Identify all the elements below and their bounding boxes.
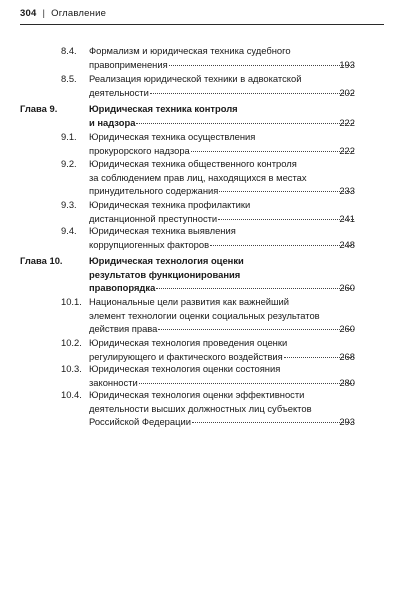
entry-title-line: Реализация юридической техники в адвокатской xyxy=(89,73,302,84)
entry-number: 9.4. xyxy=(61,225,77,236)
chapter-title-line: Юридическая технология оценки xyxy=(89,255,244,266)
entry-title-line: элемент технологии оценки социальных результатов xyxy=(89,309,320,321)
entry-title-line: коррупциогенных факторов xyxy=(89,238,210,250)
entry-number: 9.1. xyxy=(61,131,77,142)
chapter-title-line: результатов функционирования xyxy=(89,268,241,280)
chapter-title-line: правопорядка xyxy=(89,282,156,293)
entry-number: 10.1. xyxy=(61,296,82,307)
entry-number: 10.4. xyxy=(61,389,82,400)
entry-title-line: Юридическая техника осуществления xyxy=(89,131,256,142)
entry-title-line: Национальные цели развития как важнейший xyxy=(89,296,290,307)
entry-page: 222 xyxy=(339,116,355,128)
entry-page: 280 xyxy=(339,376,355,388)
entry-number: 8.4. xyxy=(61,45,77,56)
dot-leader xyxy=(139,382,354,384)
dot-leader xyxy=(169,64,354,66)
entry-title-line: Юридическая техника общественного контроля xyxy=(89,158,297,169)
dot-leader xyxy=(158,328,354,330)
entry-title-line: регулирующего и фактического воздействия xyxy=(89,350,283,362)
header-separator: | xyxy=(42,8,46,19)
entry-page: 241 xyxy=(339,212,355,224)
entry-page: 268 xyxy=(339,350,355,362)
entry-title-line: деятельности высших должностных лиц субъектов xyxy=(89,402,312,414)
dot-leader xyxy=(156,287,354,289)
entry-title-line: Юридическая технология проведения оценки xyxy=(89,337,288,348)
dot-leader xyxy=(191,150,354,152)
entry-title-line: законности xyxy=(89,376,138,388)
entry-page: 222 xyxy=(339,144,355,156)
entry-page: 248 xyxy=(339,238,355,250)
entry-number: 9.2. xyxy=(61,158,77,169)
dot-leader xyxy=(136,122,354,124)
entry-title-line: деятельности xyxy=(89,86,149,98)
entry-page: 193 xyxy=(339,58,355,70)
page-number: 304 xyxy=(20,8,37,19)
entry-title-line: Российской Федерации xyxy=(89,416,191,427)
entry-number: 10.2. xyxy=(61,337,82,348)
section-title: Оглавление xyxy=(51,8,107,19)
entry-title-line: Формализм и юридическая техника судебного xyxy=(89,45,291,56)
entry-number: 8.5. xyxy=(61,73,77,84)
entry-title-line: Юридическая техника профилактики xyxy=(89,199,251,210)
chapter-title-line: и надзора xyxy=(89,116,136,128)
dot-leader xyxy=(150,92,354,94)
entry-title-line: принудительного содержания xyxy=(89,185,219,196)
entry-title-line: за соблюдением прав лиц, находящихся в местах xyxy=(89,171,307,183)
entry-page: 260 xyxy=(339,282,355,293)
entry-title-line: дистанционной преступности xyxy=(89,212,218,224)
entry-number: 10.3. xyxy=(61,363,82,374)
chapter-number: Глава 9. xyxy=(20,103,58,114)
entry-title-line: Юридическая техника выявления xyxy=(89,225,236,236)
entry-title-line: Юридическая технология оценки эффективности xyxy=(89,389,305,400)
entry-page: 233 xyxy=(339,185,355,196)
dot-leader xyxy=(192,421,354,423)
chapter-number: Глава 10. xyxy=(20,255,63,266)
entry-page: 202 xyxy=(339,86,355,98)
entry-title-line: действия права xyxy=(89,323,158,334)
entry-title-line: прокурорского надзора xyxy=(89,144,190,156)
chapter-title-line: Юридическая техника контроля xyxy=(89,103,238,114)
entry-page: 260 xyxy=(339,323,355,334)
entry-title-line: Юридическая технология оценки состояния xyxy=(89,363,281,374)
entry-number: 9.3. xyxy=(61,199,77,210)
entry-title-line: правоприменения xyxy=(89,58,168,70)
entry-page: 293 xyxy=(339,416,355,427)
